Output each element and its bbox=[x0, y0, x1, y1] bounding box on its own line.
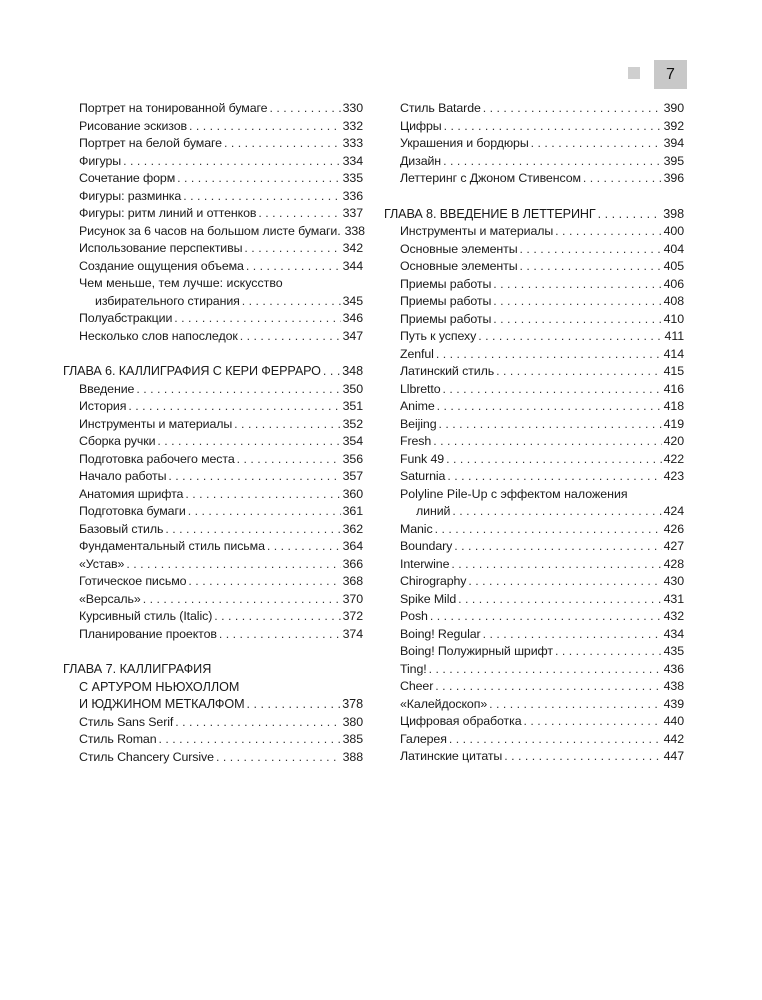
toc-page-number: 430 bbox=[663, 574, 684, 588]
toc-entry-title: История bbox=[79, 399, 127, 413]
toc-leader bbox=[447, 468, 661, 486]
toc-entry-title: Сочетание форм bbox=[79, 171, 176, 185]
toc-entry bbox=[63, 416, 363, 434]
toc-entry bbox=[63, 714, 363, 732]
toc-entry bbox=[384, 293, 684, 311]
toc-entry bbox=[63, 328, 363, 346]
toc-page-number: 388 bbox=[342, 749, 363, 764]
toc-entry-title: Manic bbox=[400, 521, 433, 536]
toc-page-number: 414 bbox=[663, 346, 684, 361]
toc-leader bbox=[214, 608, 340, 626]
toc-entry-title: Основные элементы bbox=[400, 241, 518, 256]
toc-group bbox=[384, 100, 684, 188]
toc-leader bbox=[175, 714, 340, 732]
toc-entry bbox=[63, 731, 363, 749]
toc-entry-title: Портрет на тонированной бумаге bbox=[79, 101, 268, 115]
toc-entry bbox=[63, 118, 363, 136]
toc-entry-title: Планирование проектов bbox=[79, 626, 217, 641]
toc-page-number: 350 bbox=[342, 381, 363, 396]
toc-page-number: 348 bbox=[342, 364, 363, 378]
toc-entry bbox=[384, 328, 684, 346]
toc-page-number: 411 bbox=[664, 329, 684, 343]
toc-page-number: 356 bbox=[342, 451, 363, 466]
toc-entry bbox=[384, 170, 684, 188]
toc-page-number: 410 bbox=[663, 311, 684, 326]
toc-leader bbox=[234, 416, 340, 434]
toc-entry-title: Создание ощущения объема bbox=[79, 258, 244, 273]
toc-leader bbox=[493, 293, 661, 311]
page-marker-square bbox=[628, 67, 640, 79]
toc-leader bbox=[583, 170, 662, 188]
toc-page-number: 415 bbox=[663, 364, 684, 378]
toc-entry-title: «Версаль» bbox=[79, 591, 141, 606]
toc-entry-title: Основные элементы bbox=[400, 259, 518, 273]
toc-entry-title: Рисование эскизов bbox=[79, 118, 188, 133]
toc-leader bbox=[483, 100, 662, 118]
toc-entry-title: Приемы работы bbox=[400, 311, 492, 326]
toc-entry-title: Введение bbox=[79, 381, 135, 396]
toc-entry bbox=[384, 223, 684, 241]
toc-entry bbox=[384, 451, 684, 469]
toc-entry-title: Курсивный стиль (Italic) bbox=[79, 609, 213, 623]
toc-page-number: 354 bbox=[342, 434, 363, 448]
toc-entry bbox=[63, 521, 363, 539]
toc-entry bbox=[63, 258, 363, 276]
toc-entry-title: Готическое письмо bbox=[79, 574, 187, 588]
toc-leader bbox=[454, 538, 661, 556]
toc-page-number: 368 bbox=[342, 574, 363, 588]
toc-entry bbox=[63, 538, 363, 556]
toc-entry-title: Портрет на белой бумаге bbox=[79, 136, 222, 150]
toc-page-number: 427 bbox=[663, 539, 684, 553]
toc-entry bbox=[384, 381, 684, 399]
toc-page-number: 338 bbox=[344, 223, 365, 238]
toc-leader bbox=[531, 135, 662, 153]
toc-page-number: 434 bbox=[663, 626, 684, 641]
toc-entry-title: Фигуры bbox=[79, 153, 122, 168]
toc-entry-title: Леттеринг с Джоном Стивенсом bbox=[400, 171, 581, 185]
toc-leader bbox=[443, 153, 662, 171]
toc-leader bbox=[430, 608, 662, 626]
toc-leader bbox=[126, 556, 340, 574]
toc-leader bbox=[493, 276, 661, 294]
toc-entry bbox=[63, 591, 363, 609]
toc-entry-title: Украшения и бордюры bbox=[400, 136, 529, 150]
toc-entry bbox=[384, 118, 684, 136]
toc-entry bbox=[384, 731, 684, 749]
toc-page-number: 418 bbox=[663, 399, 684, 413]
toc-page-number: 332 bbox=[342, 118, 363, 133]
toc-page-number: 362 bbox=[342, 521, 363, 536]
toc-leader bbox=[177, 170, 341, 188]
toc-right-column bbox=[384, 100, 684, 766]
toc-entry-title: Приемы работы bbox=[400, 276, 492, 291]
toc-entry bbox=[63, 398, 363, 416]
toc-leader bbox=[269, 100, 340, 118]
toc-page-number: 428 bbox=[663, 556, 684, 571]
toc-leader bbox=[258, 205, 340, 223]
toc-entry-title: Ting! bbox=[400, 661, 427, 676]
toc-leader bbox=[443, 381, 662, 399]
toc-page-number: 435 bbox=[663, 644, 684, 658]
toc-page-number: 374 bbox=[342, 626, 363, 641]
toc-leader bbox=[165, 521, 340, 539]
toc-entry-title: Saturnia bbox=[400, 469, 446, 483]
toc-entry bbox=[384, 398, 684, 416]
toc-entry bbox=[63, 503, 363, 521]
toc-page-number: 372 bbox=[342, 609, 363, 623]
toc-page-number: 334 bbox=[342, 153, 363, 168]
toc-page-number: 442 bbox=[663, 731, 684, 746]
toc-entry-title: Подготовка бумаги bbox=[79, 504, 186, 518]
toc-entry-title: Стиль Chancery Cursive bbox=[79, 749, 214, 764]
toc-page-number: 419 bbox=[663, 416, 684, 431]
toc-leader bbox=[174, 310, 340, 328]
toc-page-number: 360 bbox=[342, 486, 363, 501]
toc-leader bbox=[143, 591, 341, 609]
toc-entry-title: Posh bbox=[400, 609, 428, 623]
toc-page-number: 342 bbox=[342, 241, 363, 255]
toc-chapter-title: И ЮДЖИНОМ МЕТКАЛФОМ bbox=[79, 697, 245, 711]
toc-leader bbox=[598, 206, 662, 224]
toc-entry bbox=[63, 626, 363, 644]
toc-entry bbox=[384, 346, 684, 364]
toc-leader bbox=[496, 363, 662, 381]
toc-page-number: 337 bbox=[342, 206, 363, 220]
toc-entry bbox=[63, 293, 363, 311]
toc-entry bbox=[63, 240, 363, 258]
toc-leader bbox=[555, 223, 661, 241]
toc-leader bbox=[185, 486, 340, 504]
toc-entry-title: Fresh bbox=[400, 434, 432, 448]
toc-chapter-title: ГЛАВА 6. КАЛЛИГРАФИЯ С КЕРИ ФЕРРАРО bbox=[63, 364, 321, 378]
toc-polyline-line1: Polyline Pile-Up с эффектом наложения bbox=[400, 486, 628, 501]
toc-leader bbox=[449, 731, 662, 749]
toc-entry bbox=[384, 363, 684, 381]
toc-entry bbox=[384, 626, 684, 644]
toc-leader bbox=[439, 416, 662, 434]
toc-page-number: 361 bbox=[342, 504, 363, 518]
toc-chapter-7-line1: ГЛАВА 7. КАЛЛИГРАФИЯ bbox=[63, 662, 212, 676]
toc-entry bbox=[384, 748, 684, 766]
toc-entry-title: Стиль Sans Serif bbox=[79, 714, 174, 729]
toc-group bbox=[63, 381, 363, 644]
toc-leader bbox=[188, 573, 340, 591]
toc-page-number: 352 bbox=[342, 416, 363, 431]
toc-leader bbox=[468, 573, 661, 591]
toc-entry bbox=[63, 486, 363, 504]
toc-entry-title: Interwine bbox=[400, 556, 450, 571]
toc-polyline-entry bbox=[384, 503, 684, 521]
toc-entry-title: Цифры bbox=[400, 118, 442, 133]
toc-page-number: 366 bbox=[342, 556, 363, 571]
toc-page-number: 424 bbox=[663, 504, 684, 518]
toc-leader bbox=[504, 748, 661, 766]
toc-entry bbox=[384, 135, 684, 153]
toc-page-number: 416 bbox=[663, 381, 684, 396]
toc-entry-title: Рисунок за 6 часов на большом листе бумаги. bbox=[79, 223, 341, 238]
toc-entry bbox=[63, 223, 363, 241]
toc-page-number: 408 bbox=[663, 294, 684, 308]
toc-entry bbox=[384, 591, 684, 609]
toc-entry bbox=[384, 521, 684, 539]
toc-group bbox=[384, 223, 684, 486]
toc-entry bbox=[63, 451, 363, 469]
toc-entry bbox=[63, 170, 363, 188]
toc-leader bbox=[446, 451, 662, 469]
toc-entry bbox=[384, 643, 684, 661]
toc-entry-title: Фигуры: разминка bbox=[79, 188, 182, 203]
toc-entry bbox=[63, 381, 363, 399]
toc-leader bbox=[520, 241, 662, 259]
toc-entry-title: Spike Mild bbox=[400, 591, 457, 606]
toc-leader bbox=[244, 240, 340, 258]
toc-leader bbox=[189, 118, 341, 136]
toc-entry bbox=[384, 416, 684, 434]
toc-leader bbox=[458, 591, 661, 609]
toc-entry-title: Funk 49 bbox=[400, 451, 445, 466]
toc-entry-title: Llbretto bbox=[400, 381, 441, 396]
toc-page-number: 336 bbox=[342, 188, 363, 203]
toc-page-number: 380 bbox=[342, 714, 363, 729]
toc-chapter-7-line2: С АРТУРОМ НЬЮХОЛЛОМ bbox=[79, 679, 240, 694]
toc-entry-title: Несколько слов напоследок bbox=[79, 328, 238, 343]
toc-page-number: 439 bbox=[663, 696, 684, 711]
toc-entry-title: Латинский стиль bbox=[400, 364, 495, 378]
toc-leader bbox=[247, 696, 341, 714]
toc-leader bbox=[168, 468, 340, 486]
toc-leader bbox=[323, 363, 340, 381]
toc-leader bbox=[157, 433, 340, 451]
toc-entry-line1: Чем меньше, тем лучше: искусство bbox=[79, 276, 283, 290]
toc-leader bbox=[520, 258, 662, 276]
toc-entry bbox=[63, 608, 363, 626]
toc-page-number: 344 bbox=[342, 258, 363, 273]
toc-page-number: 364 bbox=[342, 539, 363, 553]
toc-entry bbox=[384, 468, 684, 486]
toc-entry-title: Инструменты и материалы bbox=[400, 224, 554, 238]
toc-entry bbox=[63, 135, 363, 153]
toc-leader bbox=[489, 696, 662, 714]
toc-leader bbox=[555, 643, 662, 661]
toc-entry-title: «Устав» bbox=[79, 556, 125, 571]
toc-entry-title: «Калейдоскоп» bbox=[400, 696, 488, 711]
toc-chapter-6 bbox=[63, 363, 363, 381]
toc-entry bbox=[384, 696, 684, 714]
toc-leader bbox=[246, 258, 341, 276]
toc-page-number: 345 bbox=[342, 293, 363, 308]
toc-entry bbox=[384, 241, 684, 259]
toc-entry-title: Базовый стиль bbox=[79, 521, 164, 536]
toc-entry bbox=[63, 153, 363, 171]
toc-chapter-8 bbox=[384, 206, 684, 224]
toc-leader bbox=[433, 433, 661, 451]
toc-leader bbox=[524, 713, 662, 731]
toc-leader bbox=[436, 346, 662, 364]
toc-entry-title: Фигуры: ритм линий и оттенков bbox=[79, 206, 257, 220]
toc-page-number: 392 bbox=[663, 118, 684, 133]
toc-page-number: 432 bbox=[663, 609, 684, 623]
toc-leader bbox=[435, 678, 661, 696]
toc-left-column bbox=[63, 100, 363, 766]
toc-page-number: 447 bbox=[663, 749, 684, 763]
toc-entry bbox=[384, 276, 684, 294]
toc-page-number: 351 bbox=[342, 399, 363, 413]
toc-page-number: 378 bbox=[342, 697, 363, 711]
toc-entry-title: Использование перспективы bbox=[79, 241, 243, 255]
toc-page-number: 330 bbox=[342, 101, 363, 115]
toc-leader bbox=[216, 749, 341, 767]
toc-entry bbox=[384, 713, 684, 731]
toc-entry bbox=[384, 433, 684, 451]
toc-page-number: 398 bbox=[663, 206, 684, 221]
toc-entry-title: Сборка ручки bbox=[79, 434, 156, 448]
toc-entry bbox=[384, 100, 684, 118]
toc-page-number: 346 bbox=[342, 311, 363, 325]
toc-entry bbox=[384, 678, 684, 696]
toc-entry-title: Boing! Полужирный шрифт bbox=[400, 644, 553, 658]
toc-entry-title: Стиль Batarde bbox=[400, 101, 481, 115]
toc-entry-title: Cheer bbox=[400, 679, 434, 693]
toc-entry-title: Фундаментальный стиль письма bbox=[79, 539, 265, 553]
toc-leader bbox=[478, 328, 662, 346]
toc-entry bbox=[384, 661, 684, 679]
toc-leader bbox=[444, 118, 662, 136]
toc-entry bbox=[384, 556, 684, 574]
toc-chapter-7 bbox=[63, 696, 363, 714]
toc-page-number: 370 bbox=[342, 591, 363, 606]
toc-leader bbox=[429, 661, 662, 679]
toc-leader bbox=[219, 626, 341, 644]
toc-page-number: 335 bbox=[342, 171, 363, 185]
toc-entry bbox=[63, 310, 363, 328]
toc-entry-title: Полуабстракции bbox=[79, 311, 173, 325]
toc-page-number: 405 bbox=[663, 259, 684, 273]
toc-entry-title: линий bbox=[416, 504, 451, 518]
toc-page-number: 440 bbox=[663, 714, 684, 728]
toc-leader bbox=[437, 398, 662, 416]
toc-entry bbox=[63, 205, 363, 223]
toc-leader bbox=[242, 293, 341, 311]
toc-leader bbox=[493, 311, 661, 329]
toc-entry bbox=[384, 311, 684, 329]
toc-page-number: 438 bbox=[663, 679, 684, 693]
toc-leader bbox=[435, 521, 662, 539]
toc-leader bbox=[128, 398, 340, 416]
toc-group bbox=[63, 714, 363, 767]
toc-entry bbox=[384, 153, 684, 171]
toc-entry-title: Инструменты и материалы bbox=[79, 416, 233, 431]
toc-leader bbox=[237, 451, 341, 469]
toc-entry-title: Приемы работы bbox=[400, 294, 492, 308]
toc-leader bbox=[224, 135, 341, 153]
toc-entry-title: Zenful bbox=[400, 346, 434, 361]
toc-leader bbox=[483, 626, 662, 644]
toc-entry bbox=[63, 433, 363, 451]
toc-entry-title: Стиль Roman bbox=[79, 732, 157, 746]
toc-page-number: 394 bbox=[663, 136, 684, 150]
toc-page-number: 422 bbox=[663, 451, 684, 466]
page-number: 7 bbox=[654, 60, 687, 89]
toc-page-number: 431 bbox=[663, 591, 684, 606]
toc-page-number: 406 bbox=[663, 276, 684, 291]
toc-entry bbox=[384, 573, 684, 591]
toc-group bbox=[63, 100, 363, 345]
toc-entry bbox=[384, 538, 684, 556]
toc-entry bbox=[63, 468, 363, 486]
toc-leader bbox=[267, 538, 341, 556]
toc-entry bbox=[63, 556, 363, 574]
toc-entry-title: Латинские цитаты bbox=[400, 749, 503, 763]
toc-entry bbox=[63, 749, 363, 767]
toc-leader bbox=[240, 328, 341, 346]
toc-page-number: 420 bbox=[663, 434, 684, 448]
toc-leader bbox=[183, 188, 340, 206]
toc-leader bbox=[159, 731, 341, 749]
toc-entry-title: Путь к успеху bbox=[400, 329, 477, 343]
toc-leader bbox=[123, 153, 341, 171]
toc-page-number: 436 bbox=[663, 661, 684, 676]
toc-leader bbox=[188, 503, 341, 521]
toc-page-number: 404 bbox=[663, 241, 684, 256]
toc-page-number: 347 bbox=[342, 328, 363, 343]
toc-entry-title: Цифровая обработка bbox=[400, 714, 522, 728]
toc-entry-title: Anime bbox=[400, 399, 435, 413]
toc-chapter-title: ГЛАВА 8. ВВЕДЕНИЕ В ЛЕТТЕРИНГ bbox=[384, 206, 596, 221]
toc-page-number: 423 bbox=[663, 469, 684, 483]
toc-entry bbox=[63, 100, 363, 118]
toc-page-number: 333 bbox=[342, 136, 363, 150]
toc-entry bbox=[384, 608, 684, 626]
toc-leader bbox=[452, 503, 661, 521]
toc-page-number: 390 bbox=[663, 101, 684, 115]
toc-page-number: 426 bbox=[663, 521, 684, 536]
toc-entry-title: избирательного стирания bbox=[95, 293, 240, 308]
toc-entry-title: Подготовка рабочего места bbox=[79, 451, 235, 466]
toc-entry bbox=[384, 258, 684, 276]
toc-entry bbox=[63, 188, 363, 206]
toc-entry-title: Beijing bbox=[400, 416, 437, 431]
toc-page-number: 400 bbox=[663, 224, 684, 238]
toc-leader bbox=[451, 556, 661, 574]
toc-page-number: 385 bbox=[342, 732, 363, 746]
toc-entry-title: Анатомия шрифта bbox=[79, 486, 184, 501]
toc-page-number: 357 bbox=[342, 469, 363, 483]
toc-entry bbox=[63, 573, 363, 591]
toc-entry-title: Boing! Regular bbox=[400, 626, 481, 641]
toc-entry-title: Начало работы bbox=[79, 469, 167, 483]
toc-entry-title: Дизайн bbox=[400, 153, 442, 168]
toc-entry-title: Chirography bbox=[400, 574, 467, 588]
toc-group bbox=[384, 521, 684, 766]
toc-page-number: 395 bbox=[663, 153, 684, 168]
toc-leader bbox=[136, 381, 340, 399]
toc-page-number: 396 bbox=[663, 171, 684, 185]
toc-entry-title: Boundary bbox=[400, 539, 453, 553]
toc-entry-title: Галерея bbox=[400, 731, 447, 746]
